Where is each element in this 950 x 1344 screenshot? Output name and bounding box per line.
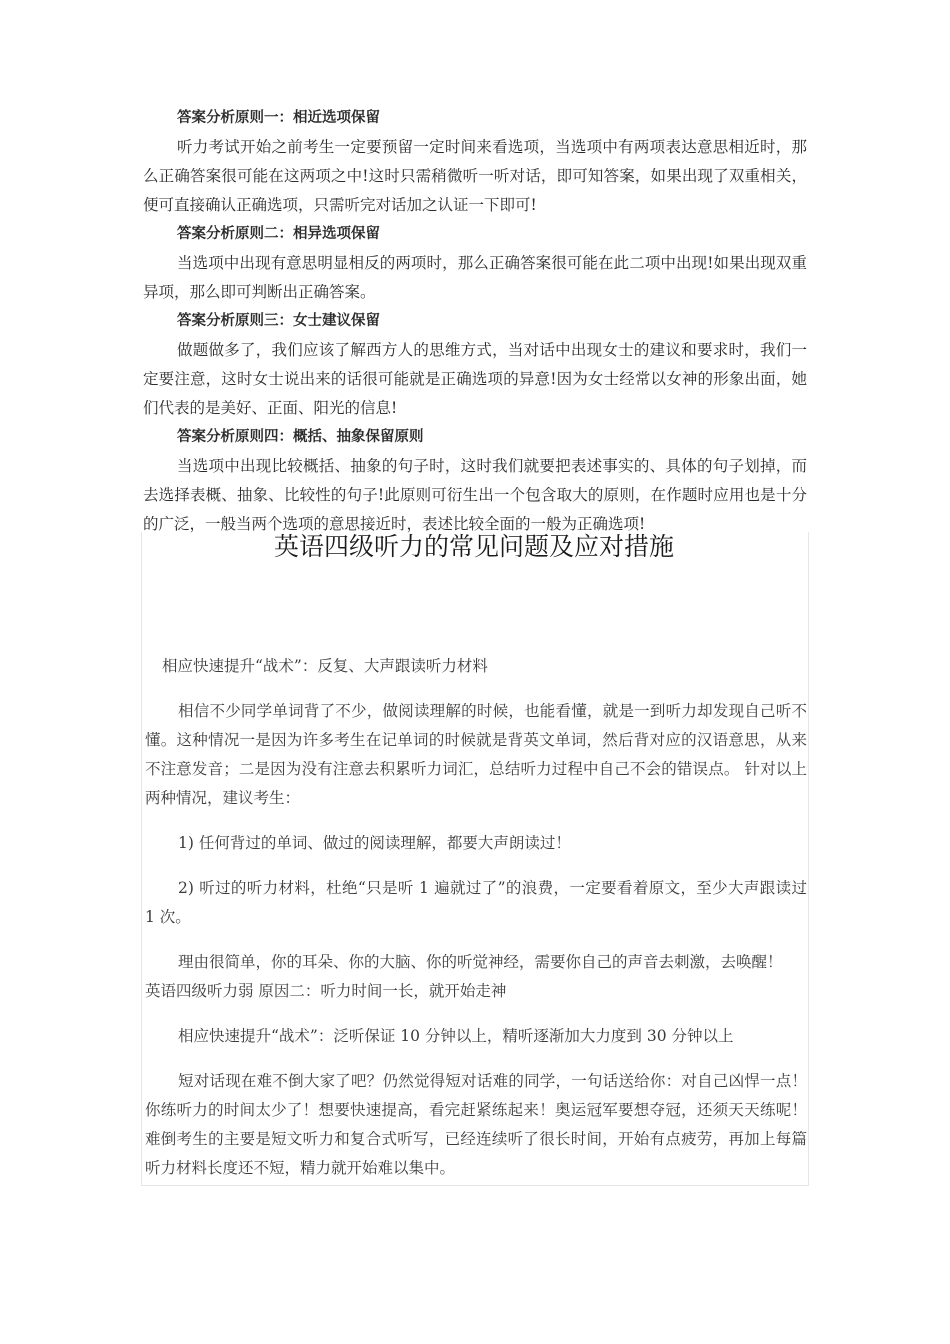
paragraph-1: 相信不少同学单词背了不少，做阅读理解的时候，也能看懂，就是一到听力却发现自己听不懂。这种情况一是因为许多考生在记单词的时候就是背英文单词，然后背对应的汉语意思，从来不注意发音；二是因为没有注意去积累听力词汇，总结听力过程中自己不会的错误点。 针对以上两种情况，建议考生： (145, 702, 807, 807)
principle-2-heading: 答案分析原则二：相异选项保留 (177, 226, 380, 242)
cause-2-line: 英语四级听力弱 原因二：听力时间一长，就开始走神 (145, 982, 507, 1000)
list-item-1: 1) 任何背过的单词、做过的阅读理解，都要大声朗读过！ (178, 834, 571, 852)
principle-4-heading: 答案分析原则四：概括、抽象保留原则 (177, 429, 424, 445)
principle-2-text: 当选项中出现有意思明显相反的两项时，那么正确答案很可能在此二项中出现!如果出现双重异项，那么即可判断出正确答案。 (143, 254, 807, 301)
reason-line: 理由很简单，你的耳朵、你的大脑、你的听觉神经，需要你自己的声音去刺激，去唤醒！ (178, 953, 783, 971)
principle-3-text: 做题做多了，我们应该了解西方人的思维方式，当对话中出现女士的建议和要求时，我们一定要注意，这时女士说出来的话很可能就是正确选项的异意!因为女士经常以女神的形象出面，她们代表的是美好、正面、阳光的信息! (143, 341, 807, 417)
article-body (145, 652, 839, 1183)
principles-section (143, 104, 807, 539)
tactic-1: 相应快速提升“战术”：反复、大声跟读听力材料 (162, 657, 488, 675)
principle-3-heading: 答案分析原则三：女士建议保留 (177, 313, 380, 329)
paragraph-2: 短对话现在难不倒大家了吧？仍然觉得短对话难的同学，一句话送给你：对自己凶悍一点！你练听力的时间太少了！想要快速提高，看完赶紧练起来！奥运冠军要想夺冠，还须天天练呢！ 难倒考生的主要是短文听力和复合式听写，已经连续听了很长时间，开始有点疲劳，再加上每篇听力材料长度还不短，精力就开始难以集中。 (145, 1072, 839, 1177)
tactic-2: 相应快速提升“战术”：泛听保证 10 分钟以上，精听逐渐加大力度到 30 分钟以上 (178, 1027, 734, 1045)
list-item-2: 2) 听过的听力材料，杜绝“只是听 1 遍就过了”的浪费，一定要看着原文，至少大声跟读过 1 次。 (145, 879, 807, 926)
principle-1-text: 听力考试开始之前考生一定要预留一定时间来看选项，当选项中有两项表达意思相近时，那么正确答案很可能在这两项之中!这时只需稍微听一听对话，即可知答案，如果出现了双重相关，便可直接确认正确选项，只需听完对话加之认证一下即可! (143, 138, 807, 214)
principle-1-heading: 答案分析原则一：相近选项保留 (177, 110, 380, 126)
principle-4-text: 当选项中出现比较概括、抽象的句子时，这时我们就要把表述事实的、具体的句子划掉，而去选择表概、抽象、比较性的句子!此原则可衍生出一个包含取大的原则，在作题时应用也是十分的广泛，一般当两个选项的意思接近时，表述比较全面的一般为正确选项! (143, 457, 807, 533)
article-title: 英语四级听力的常见问题及应对措施 (273, 532, 674, 561)
